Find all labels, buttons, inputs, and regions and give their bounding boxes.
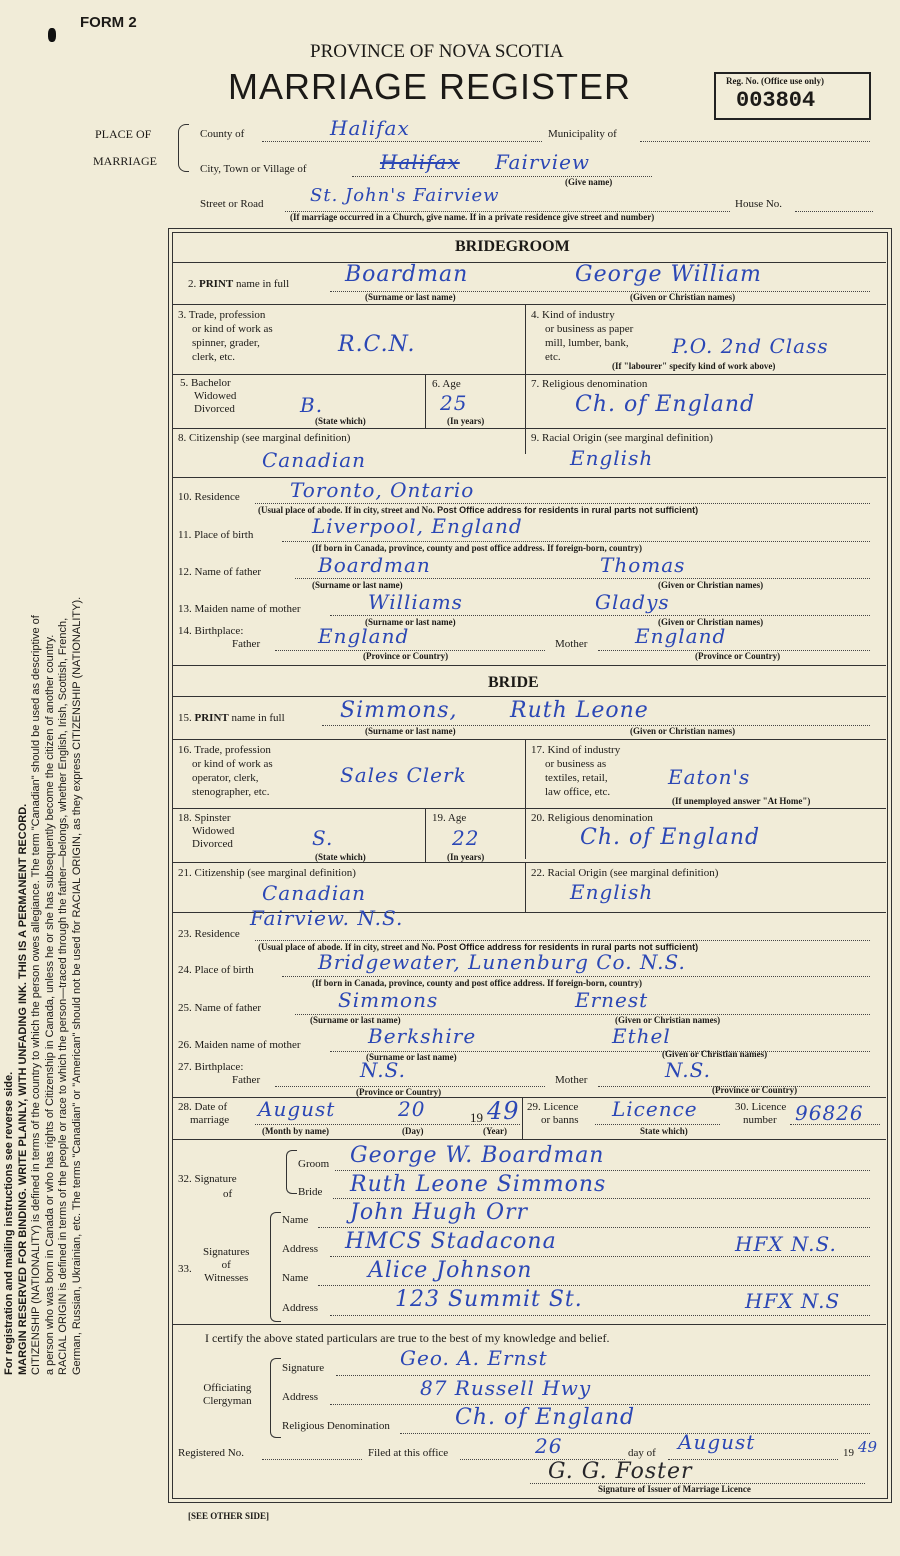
groom-state-which: (State which) (315, 416, 366, 426)
groom-birthplace-parents-label: 14. Birthplace: (178, 625, 244, 637)
groom-father-given-caption: (Given or Christian names) (658, 580, 764, 590)
groom-age: 25 (440, 391, 468, 415)
province-title: PROVINCE OF NOVA SCOTIA (310, 41, 564, 62)
margin-line-3: CITIZENSHIP (NATIONALITY) is defined in terms of the country to which the person owes allegiance. The term "Canadian" should be used as descriptive of (30, 615, 42, 1375)
groom-residence-note-b: Post Office address for residents in rural parts not sufficient) (437, 505, 699, 515)
bride-birthplace-label: 24. Place of birth (178, 964, 254, 976)
place-heading-1: PLACE OF (95, 127, 152, 141)
groom-birthplace-note: (If born in Canada, province, county and post office address. If foreign-born, country) (312, 543, 643, 553)
bride-given-caption: (Given or Christian names) (630, 726, 736, 736)
bride-age-caption: (In years) (447, 852, 485, 862)
city-struck-value: Halifax (380, 150, 460, 174)
groom-residence-note-a: (Usual place of abode. If in city, street and No. (258, 505, 435, 515)
witness1-address: HMCS Stadacona (345, 1229, 557, 1254)
bride-industry: Eaton's (668, 765, 751, 789)
clergy-denomination-label: Religious Denomination (282, 1420, 390, 1432)
groom-birthplace-label: 11. Place of birth (178, 529, 254, 541)
groom-age-caption: (In years) (447, 416, 485, 426)
place-brace (178, 124, 189, 172)
marriage-year-prefix: 19 (470, 1110, 483, 1125)
city-value: Fairview (495, 150, 591, 174)
filed-label: Filed at this office (368, 1447, 449, 1459)
bride-residence-note-b: Post Office address for residents in rural parts not sufficient) (437, 942, 699, 952)
groom-trade: R.C.N. (338, 332, 416, 357)
registered-number-label: Registered No. (178, 1447, 244, 1459)
filed-day: 26 (535, 1434, 563, 1458)
clergy-denomination: Ch. of England (455, 1405, 636, 1430)
bride-mother-label: 26. Maiden name of mother (178, 1039, 301, 1051)
county-label: County of (200, 128, 245, 140)
bride-father-given: Ernest (575, 988, 649, 1012)
groom-trade-label: 3. Trade, profession or kind of work as spinner, grader, clerk, etc. (178, 309, 273, 363)
groom-mother-given-caption: (Given or Christian names) (658, 617, 764, 627)
bride-father-birth: N.S. (360, 1058, 406, 1082)
groom-father-prov-caption: (Province or Country) (363, 651, 449, 661)
bride-father-birth-label: Father (232, 1074, 261, 1086)
groom-racial-label: 9. Racial Origin (see marginal definition) (531, 432, 713, 444)
bride-religion-label: 20. Religious denomination (531, 812, 653, 824)
groom-mother-label: 13. Maiden name of mother (178, 603, 301, 615)
church-note: (If marriage occurred in a Church, give name. If in a private residence give street and number) (290, 212, 655, 222)
licence-number: 96826 (795, 1101, 864, 1125)
officiating-clergyman-label: Officiating Clergyman (203, 1382, 252, 1407)
licence-number-label: 30. Licence number (735, 1101, 787, 1126)
bride-birthplace-parents-label: 27. Birthplace: (178, 1061, 244, 1073)
groom-signature: George W. Boardman (350, 1143, 605, 1168)
licence-banns-label: 29. Licence or banns (527, 1101, 579, 1126)
bride-industry-note: (If unemployed answer "At Home") (672, 796, 811, 806)
bride-mother-surname-caption: (Surname or last name) (366, 1052, 457, 1062)
year-caption: (Year) (483, 1126, 507, 1136)
margin-line-2: MARGIN RESERVED FOR BINDING. WRITE PLAINLY, WITH UNFADING INK. THIS IS A PERMANENT RECORD. (16, 803, 29, 1375)
bride-mother-birth-label: Mother (555, 1074, 588, 1086)
bride-heading: BRIDE (488, 674, 539, 691)
groom-residence-label: 10. Residence (178, 491, 240, 503)
month-caption: (Month by name) (262, 1126, 329, 1136)
groom-surname: Boardman (345, 262, 469, 287)
reg-number-caption: Reg. No. (Office use only) (726, 76, 824, 86)
document-title: MARRIAGE REGISTER (228, 66, 632, 107)
witness1-address-label: Address (282, 1243, 319, 1255)
groom-father-birth: England (318, 624, 410, 648)
bride-father-prov-caption: (Province or Country) (356, 1087, 442, 1097)
groom-industry-label: 4. Kind of industry or business as paper mill, lumber, bank, etc. (531, 309, 634, 363)
margin-instructions (2, 295, 83, 1375)
licence-type: Licence (612, 1097, 698, 1121)
give-name-caption: (Give name) (565, 177, 613, 187)
bride-age: 22 (452, 826, 480, 850)
bride-religion: Ch. of England (580, 825, 761, 850)
groom-age-label: 6. Age (432, 378, 461, 390)
margin-line-6: German, Russian, Ukrainian, etc. The terms "Canadian" or "American" should not be used for RACIAL ORIGIN, as they express CITIZENSHIP (NATIONALITY). (70, 596, 83, 1375)
marriage-year: 49 (487, 1097, 520, 1125)
bride-father-given-caption: (Given or Christian names) (615, 1015, 721, 1025)
groom-father-label: 12. Name of father (178, 566, 262, 578)
issuer-caption: Signature of Issuer of Marriage Licence (598, 1484, 751, 1494)
bride-residence: Fairview. N.S. (250, 906, 404, 930)
groom-religion: Ch. of England (575, 392, 756, 417)
groom-father-surname: Boardman (318, 553, 431, 577)
groom-father-given: Thomas (600, 553, 686, 577)
bride-status: S. (312, 826, 334, 850)
witness1-city: HFX N.S. (735, 1232, 837, 1256)
witness2-name: Alice Johnson (368, 1258, 533, 1283)
bride-trade-label: 16. Trade, profession or kind of work as operator, clerk, stenographer, etc. (178, 744, 273, 798)
day-caption: (Day) (402, 1126, 424, 1136)
groom-given: George William (575, 262, 762, 287)
reg-number-box (714, 72, 871, 120)
groom-surname-caption: (Surname or last name) (365, 292, 456, 302)
witness1-name: John Hugh Orr (350, 1200, 529, 1225)
groom-industry: P.O. 2nd Class (672, 334, 829, 358)
county-value: Halifax (330, 116, 410, 140)
form-number: FORM 2 (80, 14, 137, 31)
marriage-day: 20 (398, 1097, 426, 1121)
bride-father-surname: Simmons (338, 988, 439, 1012)
reg-number: 003804 (736, 88, 816, 113)
witness-label: Signatures of Witnesses (203, 1246, 250, 1284)
groom-residence: Toronto, Ontario (290, 478, 475, 502)
witness2-city: HFX N.S (745, 1289, 841, 1313)
certify-statement: I certify the above stated particulars are true to the best of my knowledge and belief. (205, 1331, 610, 1345)
bride-signature-label: Bride (298, 1186, 323, 1198)
groom-birthplace: Liverpool, England (312, 514, 523, 538)
bride-status-label: 18. Spinster Widowed Divorced (178, 812, 235, 850)
day-of-label: day of (628, 1447, 656, 1459)
groom-signature-label: Groom (298, 1158, 330, 1170)
margin-line-5: RACIAL ORIGIN is defined in terms of the people or race to which the person—traced through the father—belongs, whether English, Irish, Scottish, French, (57, 617, 69, 1375)
bride-mother-surname: Berkshire (368, 1024, 477, 1048)
bride-mother-given: Ethel (612, 1024, 671, 1048)
place-heading-2: MARRIAGE (93, 154, 158, 168)
groom-religion-label: 7. Religious denomination (531, 378, 648, 390)
groom-status-label: 5. Bachelor Widowed Divorced (180, 377, 237, 415)
bride-industry-label: 17. Kind of industry or business as textiles, retail, law office, etc. (531, 744, 621, 798)
bride-birthplace: Bridgewater, Lunenburg Co. N.S. (318, 950, 686, 974)
bride-mother-birth: N.S. (665, 1058, 711, 1082)
groom-father-birth-label: Father (232, 638, 261, 650)
margin-line-4: a person who was born in Canada or who has rights of Citizenship in Canada, unless he or she has subsequently become the citizen of another country. (43, 634, 56, 1375)
see-other-side: [SEE OTHER SIDE] (188, 1511, 270, 1521)
groom-industry-note: (If "labourer" specify kind of work above) (612, 361, 776, 371)
issuer-signature: G. G. Foster (548, 1459, 693, 1484)
clergy-address-label: Address (282, 1391, 319, 1403)
street-label: Street or Road (200, 198, 264, 210)
bride-given: Ruth Leone (510, 698, 649, 723)
marriage-month: August (258, 1097, 336, 1121)
witness2-address-label: Address (282, 1302, 319, 1314)
signature-of-label: 32. Signature of (178, 1173, 237, 1200)
house-number-label: House No. (735, 198, 783, 210)
witness2-address: 123 Summit St. (395, 1287, 583, 1312)
groom-father-surname-caption: (Surname or last name) (312, 580, 403, 590)
groom-mother-prov-caption: (Province or Country) (695, 651, 781, 661)
groom-mother-given: Gladys (595, 590, 670, 614)
groom-status: B. (300, 393, 324, 417)
municipality-label: Municipality of (548, 128, 617, 140)
bride-mother-prov-caption: (Province or Country) (712, 1085, 798, 1095)
bride-mother-given-caption: (Given or Christian names) (662, 1049, 768, 1059)
bridegroom-heading: BRIDEGROOM (455, 238, 570, 255)
filed-year: 49 (858, 1438, 878, 1456)
city-label: City, Town or Village of (200, 163, 307, 175)
groom-racial: English (570, 446, 654, 470)
bride-citizenship-label: 21. Citizenship (see marginal definition) (178, 867, 356, 879)
bride-birthplace-note: (If born in Canada, province, county and post office address. If foreign-born, country) (312, 978, 643, 988)
bride-father-surname-caption: (Surname or last name) (310, 1015, 401, 1025)
filed-month: August (678, 1430, 756, 1454)
licence-state-caption: State which) (640, 1126, 688, 1136)
bride-father-label: 25. Name of father (178, 1002, 262, 1014)
bride-residence-note-a: (Usual place of abode. If in city, street and No. (258, 942, 435, 952)
bride-citizenship: Canadian (262, 881, 367, 905)
groom-mother-birth: England (635, 624, 727, 648)
witness1-name-label: Name (282, 1214, 309, 1226)
ink-blot (48, 28, 56, 42)
bride-surname-caption: (Surname or last name) (365, 726, 456, 736)
groom-citizenship: Canadian (262, 448, 367, 472)
bride-age-label: 19. Age (432, 812, 467, 824)
bride-name-label: 15. PRINT name in full (178, 712, 285, 724)
groom-name-label: 2. PRINT name in full (188, 278, 290, 290)
marriage-date-label: 28. Date of marriage (178, 1101, 230, 1126)
witness2-name-label: Name (282, 1272, 309, 1284)
clergy-signature: Geo. A. Ernst (400, 1346, 548, 1370)
clergy-address: 87 Russell Hwy (420, 1376, 592, 1400)
bride-residence-label: 23. Residence (178, 928, 240, 940)
bride-signature: Ruth Leone Simmons (350, 1172, 607, 1197)
groom-mother-surname-caption: (Surname or last name) (365, 617, 456, 627)
bride-racial-label: 22. Racial Origin (see marginal definition) (531, 867, 719, 879)
bride-surname: Simmons, (340, 698, 458, 723)
bride-state-which: (State which) (315, 852, 366, 862)
filed-year-prefix: 19 (843, 1447, 854, 1459)
clergy-signature-label: Signature (282, 1362, 325, 1374)
groom-mother-surname: Williams (368, 590, 463, 614)
groom-mother-birth-label: Mother (555, 638, 588, 650)
margin-line-1: For registration and mailing instructions see reverse side. (3, 1071, 15, 1375)
bride-trade: Sales Clerk (340, 763, 467, 787)
street-value: St. John's Fairview (310, 185, 500, 206)
groom-citizenship-label: 8. Citizenship (see marginal definition) (178, 432, 351, 444)
groom-given-caption: (Given or Christian names) (630, 292, 736, 302)
witness-section-number: 33. (178, 1263, 192, 1275)
bride-racial: English (570, 880, 654, 904)
